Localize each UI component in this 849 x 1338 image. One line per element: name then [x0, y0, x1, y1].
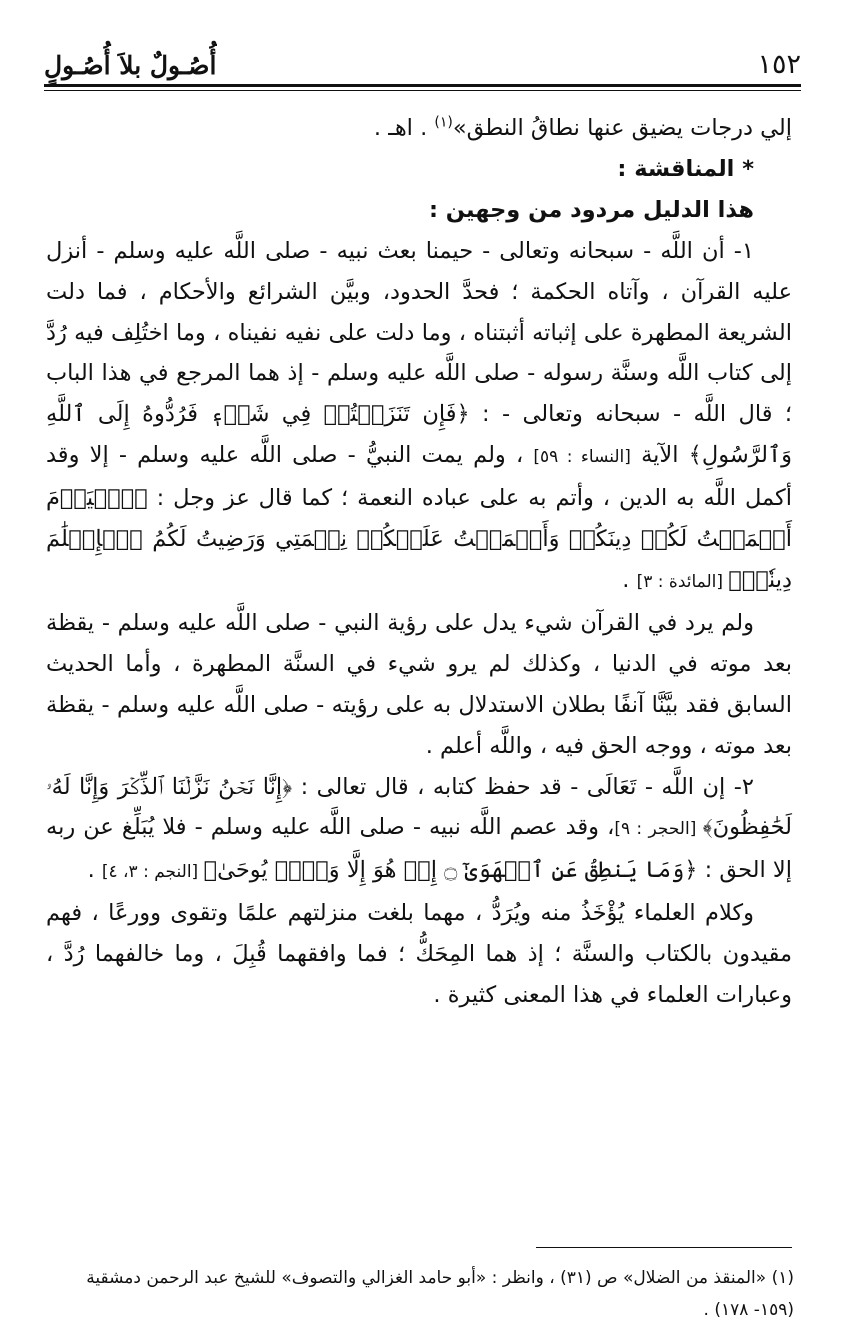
footnote-line-2: (١٥٩- ١٧٨) .: [703, 1300, 794, 1320]
paragraph-3-text-a: ٢- إن اللَّه - تَعَالَى - قد حفظ كتابه ، قال تعالى :: [292, 773, 754, 800]
paragraph-1-text-b: الآية: [630, 442, 689, 469]
paragraph-1: [46, 231, 792, 603]
footnote-divider: [536, 1247, 792, 1248]
paragraph-4: وكلام العلماء يُؤْخَذُ منه ويُرَدُّ ، مهما بلغت منزلتهم علمًا وتقوى وورعًا ، فهم مقيدون بالكتاب والسنَّة ؛ إذ هما المِحَكُّ ؛ فما وافقهما قُبِلَ ، وما خالفهما رُدَّ ، وعبارات العلماء في هذا المعنى كثيرة .: [46, 900, 792, 1009]
lead-sentence: هذا الدليل مردود من وجهين :: [428, 196, 754, 223]
paragraph-2: ولم يرد في القرآن شيء يدل على رؤية النبي - صلى اللَّه عليه وسلم - يقظة بعد موته في الدنيا ، وكذلك لم يرو شيء في السنَّة المطهرة ، وأما الحديث السابق فقد بيَّنَّا آنفًا بطلان الاستدلال به على رؤيته - صلى اللَّه عليه وسلم - يقظة بعد موته ، ووجه الحق فيه ، واللَّه أعلم .: [46, 609, 792, 759]
verse-reference-3: [الحجر : ٩]: [614, 819, 703, 840]
book-title: أُصُـولٌ بلاَ أُصُـولٍ: [44, 51, 217, 80]
quran-verse-3: ﴿إِنَّا نَحۡنُ نَزَّلۡنَا ٱلذِّكۡرَ وَإِنَّا لَهُۥ لَحَٰفِظُونَ﴾: [46, 773, 792, 841]
quran-verse-4: ﴿وَمَا يَنطِقُ عَنِ ٱلۡهَوَىٰٓ ۝ إِنۡ هُوَ إِلَّا وَحۡيٞ يُوحَىٰ﴾: [203, 857, 698, 884]
footnote-marker: (١): [434, 114, 453, 131]
verse-reference-2: [المائدة : ٣]: [636, 571, 729, 592]
header-rule-thick: [44, 84, 801, 87]
paragraph-1-text-c: ، ولم يمت النبيُّ - صلى اللَّه عليه وسلم - إلا وقد أكمل اللَّه به الدين ، وأتم به على عباده النعمة ؛ كما قال عز وجل :: [46, 442, 792, 512]
paragraph-3-end: .: [87, 857, 102, 884]
verse-reference-1: [النساء : ٥٩]: [533, 447, 631, 468]
quran-verse-1: ﴿فَإِن تَنَزَعۡتُمۡ فِي شَيۡءٖ فَرُدُّوهُ إِلَى ٱللَّهِ وَٱلرَّسُولِ﴾: [46, 401, 792, 469]
footnote-line-1: (١) «المنقذ من الضلال» ص (٣١) ، وانظر : «أبو حامد الغزالي والتصوف» للشيخ عبد الرحمن دمشقية: [86, 1268, 794, 1288]
verse-reference-4: [النجم : ٣، ٤]: [101, 862, 204, 883]
main-text: [46, 108, 792, 1016]
header-rule-thin: [44, 90, 801, 91]
intro-text: إلي درجات يضيق عنها نطاقُ النطق»: [452, 115, 792, 141]
running-header: [44, 34, 801, 80]
intro-end: . اهـ .: [373, 115, 435, 141]
quran-verse-2: ﴿ٱلۡيَوۡمَ أَكۡمَلۡتُ لَكُمۡ دِينَكُمۡ وَأَتۡمَمۡتُ عَلَيۡكُمۡ نِعۡمَتِي وَرَضِيتُ لَكُمُ ٱلۡإِسۡلَٰمَ دِينٗاۚ﴾: [46, 485, 792, 593]
paragraph-3-text-b: ، وقد عصم اللَّه نبيه - صلى اللَّه عليه وسلم - فلا يُبَلِّغ عن ربه إلا الحق :: [46, 814, 792, 884]
intro-line: [46, 108, 792, 149]
paragraph-1-text-a: ١- أن اللَّه - سبحانه وتعالى - حيمنا بعث نبيه - صلى اللَّه عليه وسلم - أنزل عليه القرآن ، وآتاه الحكمة ؛ فحدَّ الحدود، وبيَّن الشرائع والأحكام ، فما دلت الشريعة المطهرة على إثباته أثبتناه ، وما دلت على نفيه نفيناه ، وما اختُلِف فيه رُدَّ إلى كتاب اللَّه وسنَّة رسوله - صلى اللَّه عليه وسلم - إذ هما المرجع في هذا الباب ؛ قال اللَّه - سبحانه وتعالى - :: [46, 237, 792, 428]
page-number: ١٥٢: [757, 49, 801, 80]
footnote: [46, 1262, 794, 1326]
section-heading: * المناقشة :: [617, 155, 754, 182]
paragraph-3: [46, 767, 792, 894]
paragraph-1-end: .: [622, 566, 637, 593]
